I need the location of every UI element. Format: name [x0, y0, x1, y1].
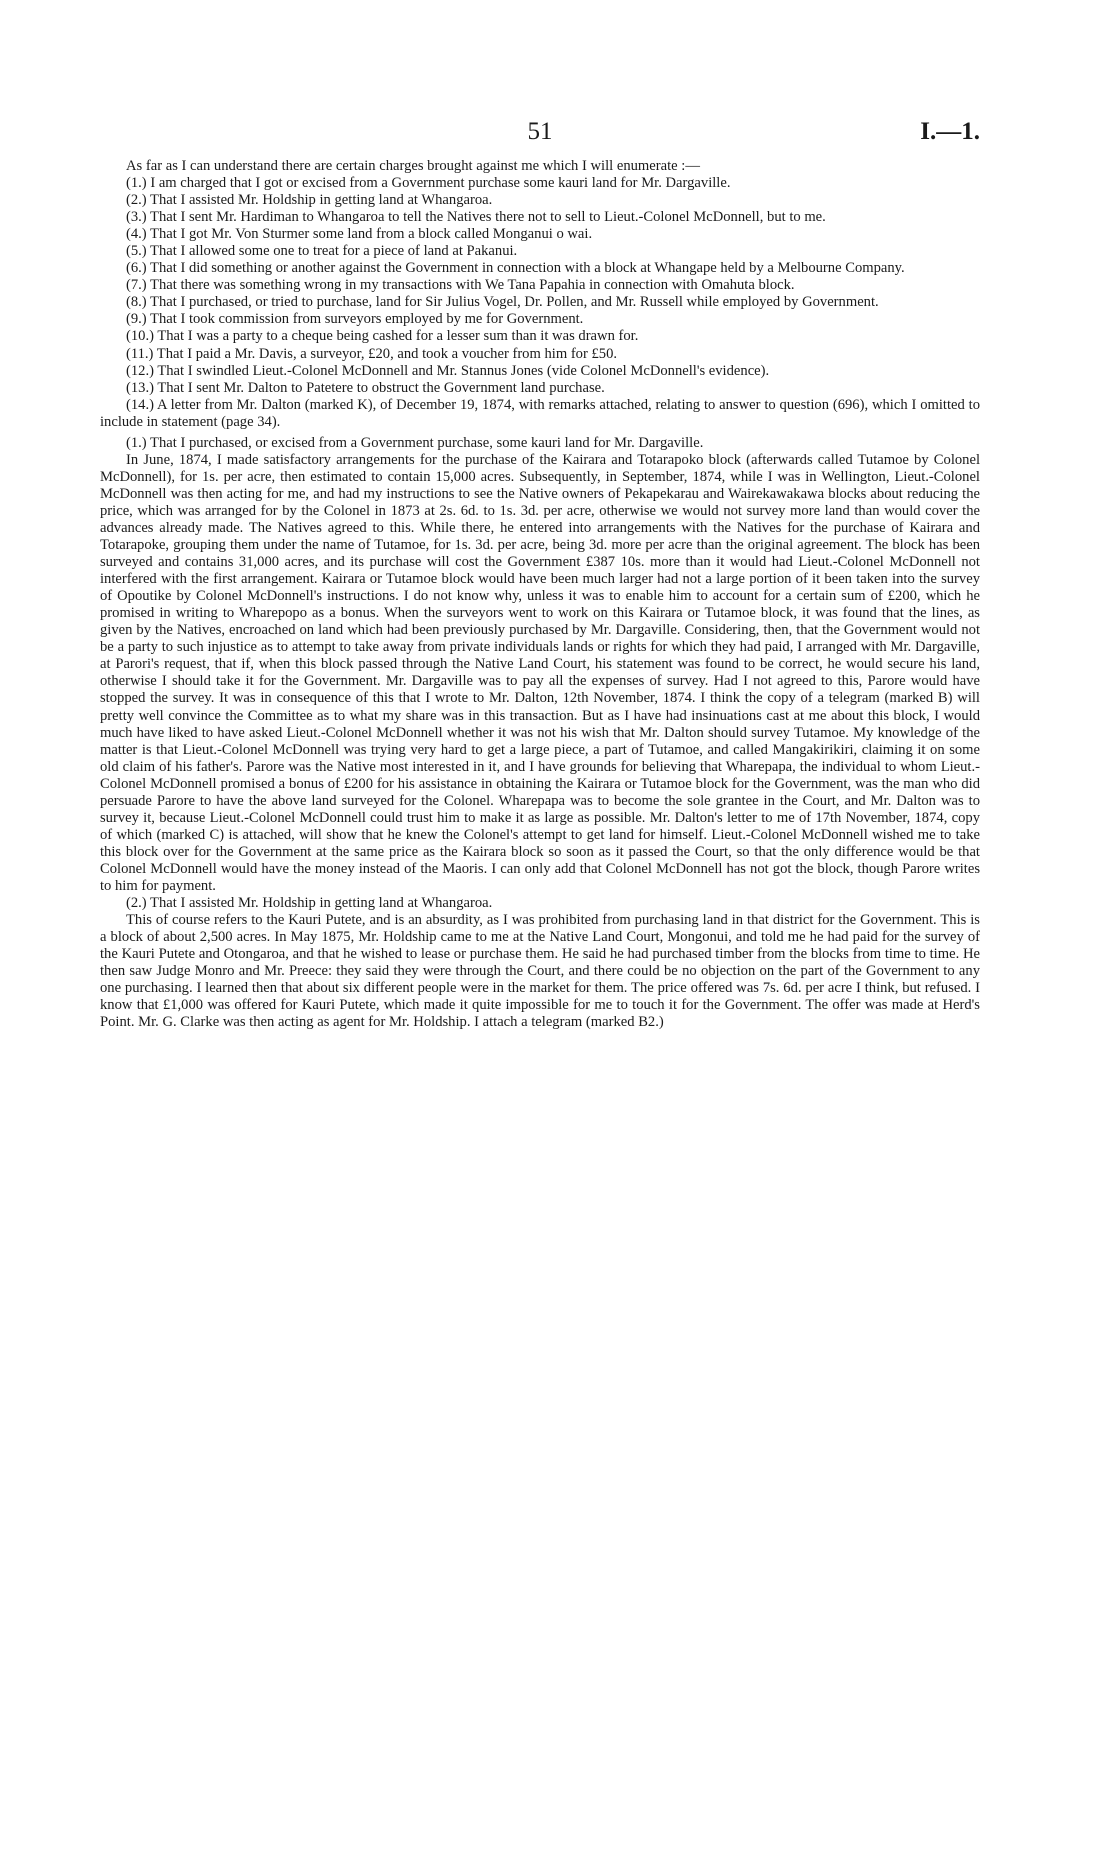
charge-item: (7.) That there was something wrong in my transactions with We Tana Papahia in connection with Omahuta block. [126, 277, 795, 294]
answer-heading: (1.) That I purchased, or excised from a Government purchase, some kauri land for Mr. Dargaville. [126, 434, 704, 451]
charge-item: (14.) A letter from Mr. Dalton (marked K), of December 19, 1874, with remarks attached, relating to answer to question (696), which I omitted to include in statement (page 34). [100, 396, 980, 430]
charge-item: (9.) That I took commission from surveyors employed by me for Government. [126, 311, 584, 328]
charge-item: (5.) That I allowed some one to treat for a piece of land at Pakanui. [126, 243, 518, 260]
charge-item: (11.) That I paid a Mr. Davis, a surveyor, £20, and took a voucher from him for £50. [126, 345, 618, 362]
charge-item: (1.) I am charged that I got or excised from a Government purchase some kauri land for Mr. Dargaville. [126, 175, 731, 192]
charge-item: (8.) That I purchased, or tried to purchase, land for Sir Julius Vogel, Dr. Pollen, and Mr. Russell while employed by Government. [126, 294, 879, 311]
charge-item: (4.) That I got Mr. Von Sturmer some land from a block called Monganui o wai. [126, 226, 593, 243]
answer-heading: (2.) That I assisted Mr. Holdship in getting land at Whangaroa. [126, 895, 493, 912]
page-number: 51 [527, 118, 553, 145]
body-text [100, 158, 980, 1031]
charge-item: (2.) That I assisted Mr. Holdship in getting land at Whangaroa. [126, 192, 493, 209]
document-page [100, 118, 980, 1031]
page-header [100, 118, 980, 158]
charge-item: (6.) That I did something or another against the Government in connection with a block at Whangape held by a Melbourne Company. [126, 260, 905, 277]
charge-item: (12.) That I swindled Lieut.-Colonel McDonnell and Mr. Stannus Jones (vide Colonel McDonnell's evidence). [126, 362, 770, 379]
intro-paragraph: As far as I can understand there are certain charges brought against me which I will enumerate :— [126, 158, 700, 174]
answer-paragraph: In June, 1874, I made satisfactory arrangements for the purchase of the Kairara and Totarapoko block (afterwards called Tutamoe by Colonel McDonnell), for 1s. per acre, then estimated to contain 15,000 acres. Subsequently, in September, 1874, while I was in Wellington, Lieut.-Colonel McDonnell was then acting for me, and had my instructions to see the Native owners of Pekapekarau and Wairekawakawa blocks about reducing the price, which was arranged for by the Colonel in 1873 at 2s. 6d. to 1s. 3d. per acre, otherwise we would not survey more land than would cover the advances already made. The Natives agreed to this. While there, he entered into arrangements with the Natives for the purchase of Kairara and Totarapoke, grouping them under the name of Tutamoe, for 1s. 3d. per acre, being 3d. more per acre than the original agreement. The block has been surveyed and contains 31,000 acres, and its purchase will cost the Government £387 10s. more than it would had Lieut.-Colonel McDonnell not interfered with the first arrangement. Kairara or Tutamoe block would have been much larger had not a large portion of it been taken into the survey of Opoutike by Colonel McDonnell's instructions. I do not know why, unless it was to enable him to account for a certain sum of £200, which he promised in writing to Wharepopo as a bonus. When the surveyors went to work on this Kairara or Tutamoe block, it was found that the lines, as given by the Natives, encroached on land which had been previously purchased by Mr. Dargaville. Considering, then, that the Government would not be a party to such injustice as to attempt to take away from private individuals lands or rights for which they had paid, I arranged with Mr. Dargaville, at Parori's request, that if, when this block passed through the Native Land Court, his statement was found to be correct, he would secure his land, otherwise I should take it for the Government. Mr. Dargaville was to pay all the expenses of survey. Had I not agreed to this, Parore would have stopped the survey. It was in consequence of this that I wrote to Mr. Dalton, 12th November, 1874. I think the copy of a telegram (marked B) will pretty well convince the Committee as to what my share was in this transaction. But as I have had insinuations cast at me about this block, I would much have liked to have asked Lieut.-Colonel McDonnell whether it was not his wish that Mr. Dalton should survey Tutamoe. My knowledge of the matter is that Lieut.-Colonel McDonnell was trying very hard to get a large piece, a part of Tutamoe, and called Mangakirikiri, claiming it on some old claim of his father's. Parore was the Native most interested in it, and I have grounds for believing that Wharepapa, the individual to whom Lieut.-Colonel McDonnell promised a bonus of £200 for his assistance in obtaining the Kairara or Tutamoe block for the Government, was the man who did persuade Parore to have the above land surveyed for the Colonel. Wharepapa was to become the sole grantee in the Court, and Mr. Dalton was to survey it, because Lieut.-Colonel McDonnell could trust him to make it as large as possible. Mr. Dalton's letter to me of 17th November, 1874, copy of which (marked C) is attached, will show that he knew the Colonel's attempt to get land for himself. Lieut.-Colonel McDonnell wished me to take this block over for the Government at the same price as the Kairara block so soon as it passed the Court, so that the only difference would be that Colonel McDonnell would have the money instead of the Maoris. I can only add that Colonel McDonnell has not got the block, though Parore writes to him for payment. [100, 451, 980, 894]
answer-paragraph: This of course refers to the Kauri Putete, and is an absurdity, as I was prohibited from purchasing land in that district for the Government. This is a block of about 2,500 acres. In May 1875, Mr. Holdship came to me at the Native Land Court, Mongonui, and told me he had paid for the survey of the Kauri Putete and Otongaroa, and that he wished to lease or purchase them. He said he had purchased timber from the blocks from time to time. He then saw Judge Monro and Mr. Preece: they said they were through the Court, and there could be no objection on the part of the Government to any one purchasing. I learned then that about six different people were in the market for them. The price offered was 7s. 6d. per acre I think, but refused. I know that £1,000 was offered for Kauri Putete, which made it quite impossible for me to touch it for the Government. The offer was made at Herd's Point. Mr. G. Clarke was then acting as agent for Mr. Holdship. I attach a telegram (marked B2.) [100, 912, 980, 1031]
charge-item: (13.) That I sent Mr. Dalton to Patetere to obstruct the Government land purchase. [126, 379, 605, 396]
charge-item: (3.) That I sent Mr. Hardiman to Whangaroa to tell the Natives there not to sell to Lieut.-Colonel McDonnell, but to me. [126, 209, 826, 226]
document-reference: I.—1. [920, 118, 980, 145]
charge-item: (10.) That I was a party to a cheque being cashed for a lesser sum than it was drawn for. [126, 328, 639, 345]
